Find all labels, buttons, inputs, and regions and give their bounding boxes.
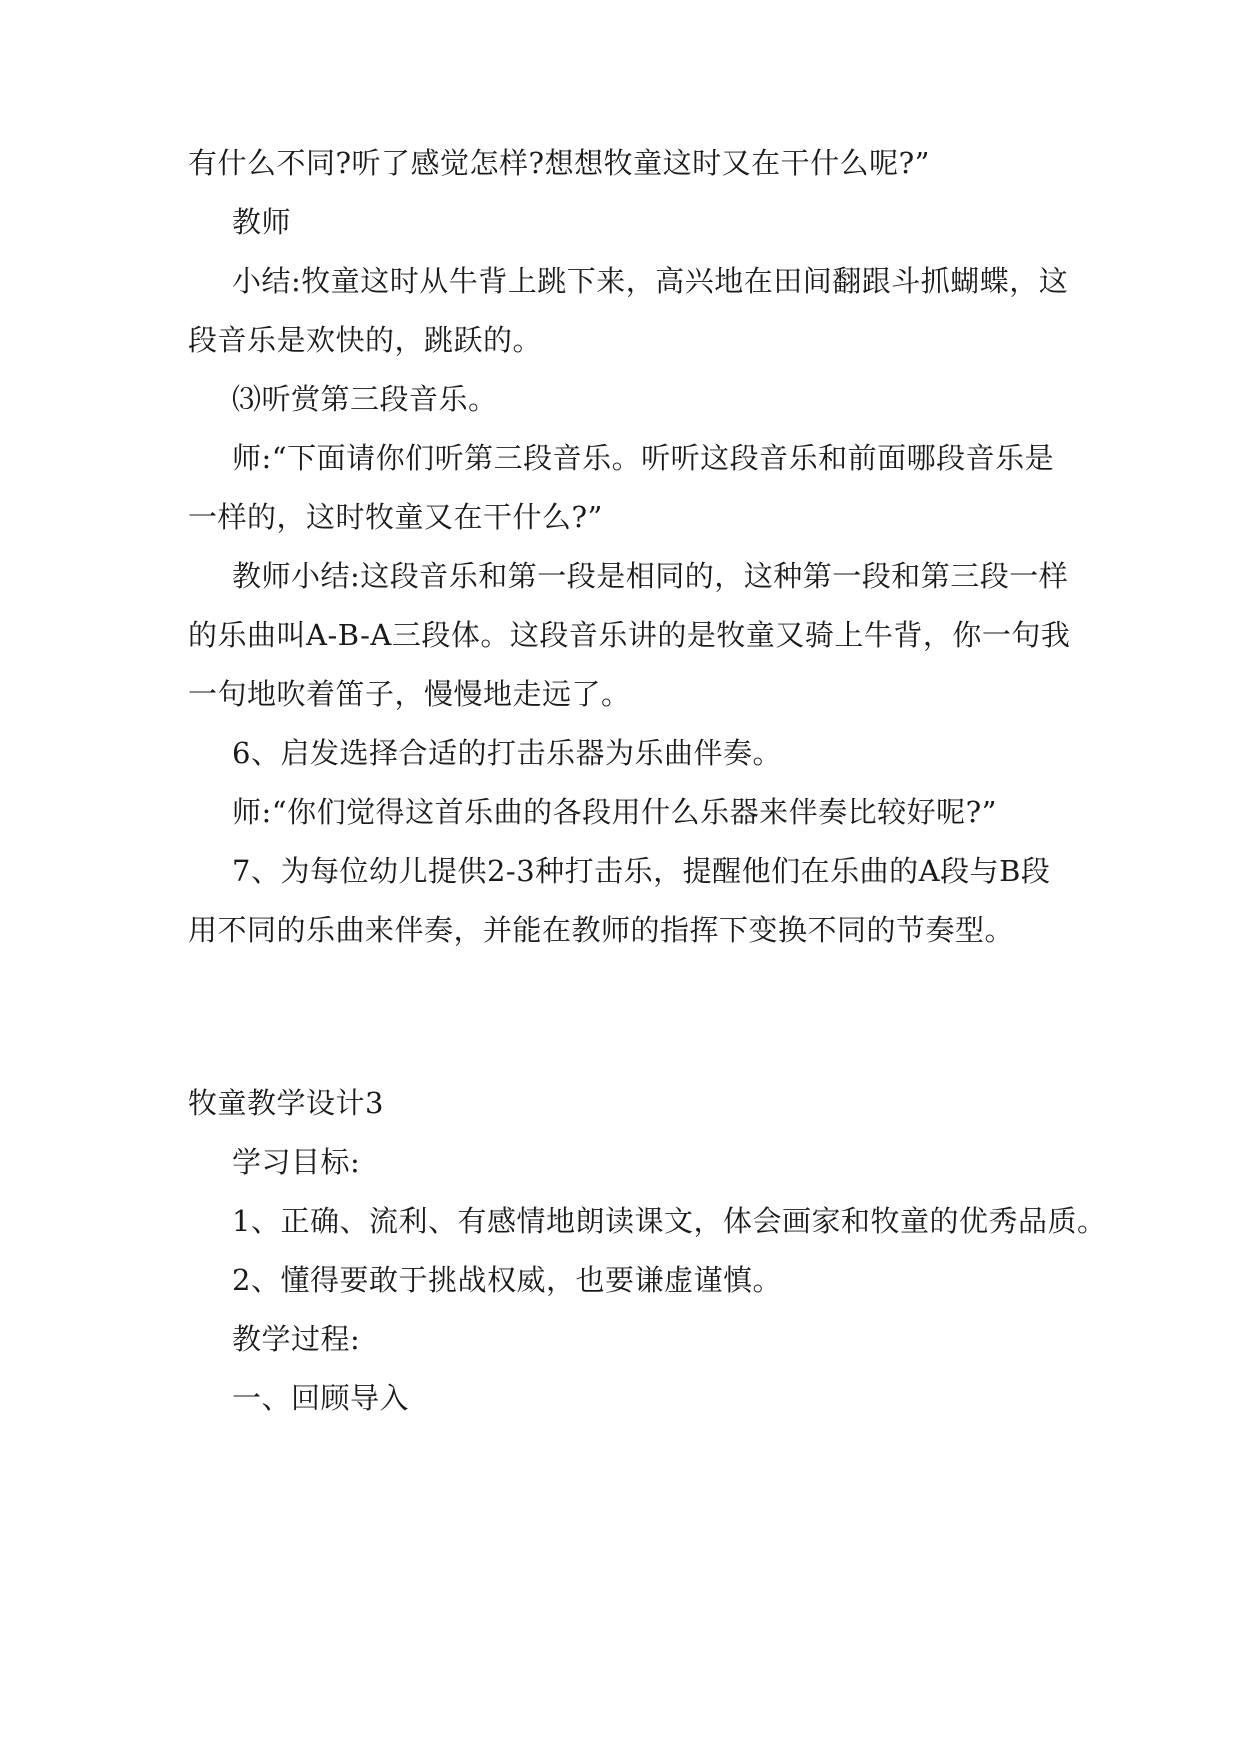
section-title: 牧童教学设计3 <box>188 1086 384 1120</box>
paragraph-line: 段音乐是欢快的，跳跃的。 <box>188 323 543 357</box>
paragraph-line: 学习目标: <box>232 1145 361 1179</box>
paragraph-line: 的乐曲叫A-B-A三段体。这段音乐讲的是牧童又骑上牛背，你一句我 <box>188 618 1071 652</box>
paragraph-line: 小结:牧童这时从牛背上跳下来，高兴地在田间翻跟斗抓蝴蝶，这 <box>232 264 1069 298</box>
paragraph-line: 一句地吹着笛子，慢慢地走远了。 <box>188 677 631 711</box>
paragraph-line: 教师小结:这段音乐和第一段是相同的，这种第一段和第三段一样 <box>232 559 1069 593</box>
paragraph-line: 2、懂得要敢于挑战权威，也要谦虚谨慎。 <box>232 1263 782 1297</box>
paragraph-line: 师:“你们觉得这首乐曲的各段用什么乐器来伴奏比较好呢?” <box>232 795 997 829</box>
paragraph-line: ⑶听赏第三段音乐。 <box>232 382 498 416</box>
paragraph-line: 用不同的乐曲来伴奏，并能在教师的指挥下变换不同的节奏型。 <box>188 913 1015 947</box>
paragraph-line: 6、启发选择合适的打击乐器为乐曲伴奏。 <box>232 736 782 770</box>
paragraph-line: 7、为每位幼儿提供2-3种打击乐，提醒他们在乐曲的A段与B段 <box>232 854 1051 888</box>
paragraph-line: 教师 <box>232 205 292 239</box>
paragraph-line: 一样的，这时牧童又在干什么?” <box>188 500 603 534</box>
paragraph-line: 一、回顾导入 <box>232 1381 410 1415</box>
paragraph-line: 师:“下面请你们听第三段音乐。听听这段音乐和前面哪段音乐是 <box>232 441 1055 475</box>
paragraph-line: 1、正确、流利、有感情地朗读课文，体会画家和牧童的优秀品质。 <box>232 1204 1107 1238</box>
paragraph-line: 有什么不同?听了感觉怎样?想想牧童这时又在干什么呢?” <box>188 146 930 180</box>
paragraph-line: 教学过程: <box>232 1322 361 1356</box>
